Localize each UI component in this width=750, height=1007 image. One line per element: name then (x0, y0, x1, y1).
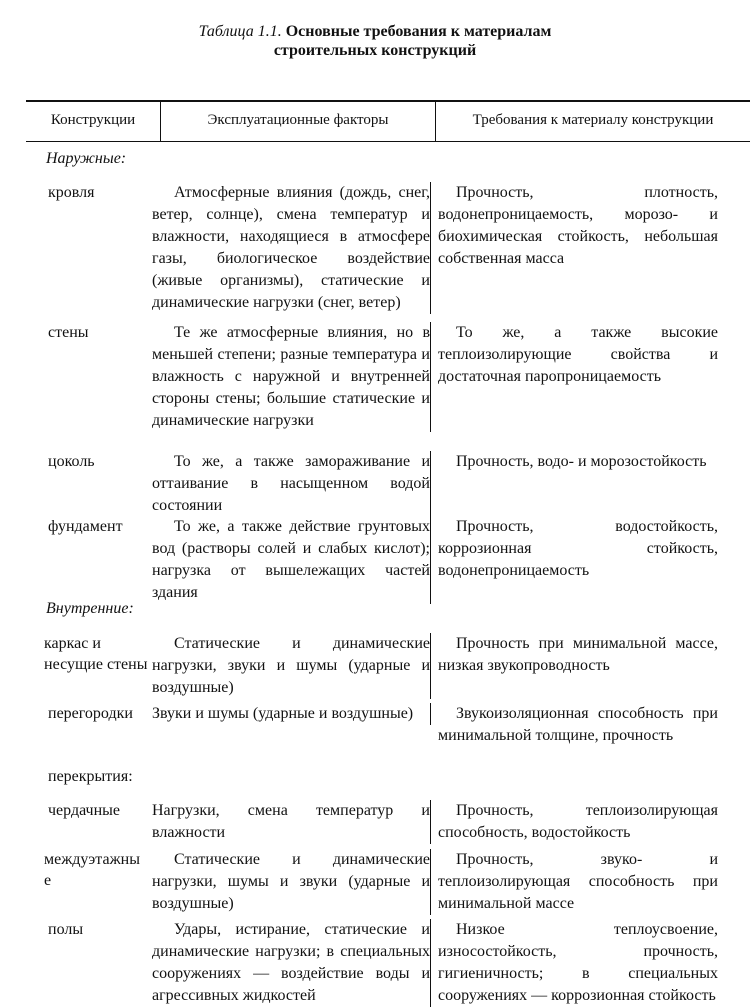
factors-cell: Удары, истирание, статические и динамические нагрузки; в специальных сооружениях — воздействие воды и агрессивных жидкостей (152, 919, 431, 1007)
construction-cell: каркас и несущие стены (44, 635, 148, 673)
section-inner: Внутренние: (46, 600, 134, 617)
requirements-cell: Низкое теплоусвоение, износостойкость, прочность, гигиеничность; в специальных сооружениях — коррозионная стойкость (438, 921, 718, 1004)
factors-cell: Нагрузки, смена температур и влажности (152, 800, 431, 844)
section-outer: Наружные: (46, 150, 127, 167)
construction-cell: полы (48, 921, 84, 938)
construction-cell: фундамент (48, 518, 123, 535)
factors-cell: Те же атмосферные влияния, но в меньшей степени; разные температура и влажность с наружной и внутренней стороны стены; большие статические и динамические нагрузки (152, 322, 431, 432)
requirements-cell: Звукоизоляционная способность при минимальной толщине, прочность (438, 705, 718, 744)
requirements-cell: Прочность, звуко- и теплоизолирующая способность при минимальной массе (438, 851, 718, 912)
caption-title-line2: строительных конструкций (273, 42, 477, 59)
factors-cell: То же, а также замораживание и оттаивание в насыщенном водой состоянии (152, 451, 431, 517)
factors-cell: Статические и динамические нагрузки, звуки и шумы (ударные и воздушные) (152, 633, 431, 699)
construction-cell: кровля (48, 184, 95, 201)
construction-cell: междуэтажные (44, 851, 140, 889)
caption-label: Таблица 1.1. (198, 23, 282, 40)
table-caption (0, 22, 750, 60)
header-factors: Эксплуатационные факторы (207, 112, 389, 128)
construction-cell: чердачные (48, 802, 120, 819)
header-requirements: Требования к материалу конструкции (472, 112, 714, 128)
factors-cell: Звуки и шумы (ударные и воздушные) (152, 703, 431, 725)
requirements-cell: То же, а также высокие теплоизолирующие свойства и достаточная паропроницаемость (438, 324, 718, 385)
caption-title-line1: Основные требования к материалам (285, 23, 552, 40)
construction-cell: цоколь (48, 453, 95, 470)
requirements-cell: Прочность, теплоизолирующая способность, водостойкость (438, 802, 718, 841)
factors-cell: Статические и динамические нагрузки, шумы и звуки (ударные и воздушные) (152, 849, 431, 915)
requirements-cell: Прочность, водостойкость, коррозионная стойкость, водонепроницаемость (438, 518, 718, 579)
header-constructions: Конструкции (50, 112, 136, 128)
construction-cell: перегородки (48, 705, 133, 722)
factors-cell: Атмосферные влияния (дождь, снег, ветер, солнце), смена температур и влажности, находящиеся в атмосфере газы, биологическое воздействие (живые организмы), статические и динамические нагрузки (снег, ветер) (152, 182, 431, 314)
table-header-rule (26, 141, 750, 142)
construction-cell: перекрытия: (48, 768, 133, 785)
requirements-cell: Прочность, плотность, водонепроницаемость, морозо- и биохимическая стойкость, небольшая собственная масса (438, 184, 718, 267)
construction-cell: стены (48, 324, 89, 341)
requirements-cell: Прочность при минимальной массе, низкая звукопроводность (438, 635, 718, 674)
requirements-cell: Прочность, водо- и морозостойкость (456, 453, 707, 470)
factors-cell: То же, а также действие грунтовых вод (растворы солей и слабых кислот); нагрузка от вышележащих частей здания (152, 516, 431, 604)
